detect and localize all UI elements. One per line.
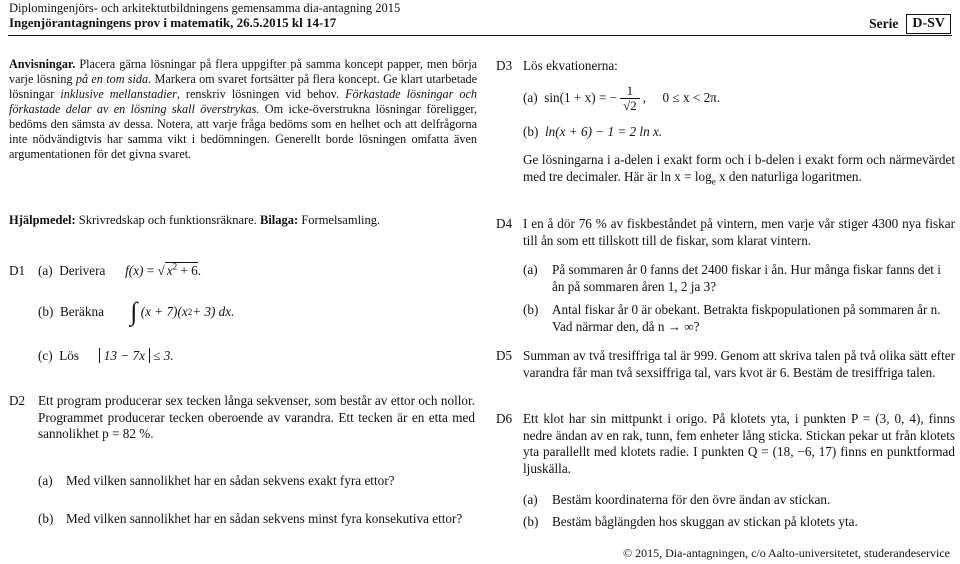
problem-d1-label: D1 <box>9 263 26 278</box>
instructions <box>9 57 477 162</box>
d1-a-sqrt-exp: 2 <box>172 261 178 272</box>
d1-a-radical-sign: √ <box>157 263 165 278</box>
serie-indicator <box>869 14 951 34</box>
instructions-heading: Anvisningar. <box>9 57 76 71</box>
d1-a-sqrt-rest: + 6 <box>177 263 198 278</box>
d3-a-fraction <box>620 84 640 113</box>
d3-note-text: Ge lösningarna i a-delen i exakt form och i b-delen i exakt form och närmevärdet med tre decimaler. Här är ln x = log <box>523 152 955 184</box>
problem-d1-b: (b) Beräkna ∫ (x + 7)(x 2 + 3) dx. <box>38 297 235 326</box>
problem-d6-label: D6 <box>496 411 513 426</box>
d1-a-sqrt-base: x <box>166 263 173 278</box>
attachment-text: Formelsamling. <box>298 213 381 227</box>
d4-b-text: Antal fiskar år 0 är obekant. Betrakta fiskpopulationen på sommaren år n. Vad närmar den, då n → ∞? <box>552 302 941 334</box>
problem-d3-label: D3 <box>496 58 513 73</box>
d4-a-label: (a) <box>523 262 538 277</box>
problem-d5-label: D5 <box>496 348 513 363</box>
d1-a-function: f(x) <box>125 263 144 278</box>
problem-d2-label: D2 <box>9 393 26 408</box>
d3-a-label: (a) <box>523 90 538 106</box>
problem-d2-text: Ett program producerar sex tecken långa sekvenser, som består av ettor och nollor. Programmet producerar tecken oberoende av varandra. Ett tecken är en etta med sannolikhet p = 82 %. <box>38 393 475 442</box>
problem-d3-a <box>523 84 720 113</box>
instructions-text-1: Placera gärna lösningar på flera uppgifter på samma koncept papper, men börja varje lösning <box>9 57 477 86</box>
problem-d4-label: D4 <box>496 216 513 231</box>
d2-a-text: Med vilken sannolikhet har en sådan sekvens exakt fyra ettor? <box>66 473 395 488</box>
d1-a-equals: = <box>143 263 158 278</box>
serie-value: D-SV <box>906 14 951 34</box>
header-line-2: Ingenjörantagningens prov i matematik, 26.5.2015 kl 14-17 <box>9 15 337 30</box>
d1-a-end: . <box>197 263 202 278</box>
tools-label: Hjälpmedel: <box>9 213 76 227</box>
d1-a-text: Derivera <box>59 263 106 278</box>
d1-c-label: (c) <box>38 348 53 363</box>
problem-d3-b <box>523 124 662 141</box>
instructions-text-4: Om icke-överstrukna lösningar föreligger, bedöms den sämsta av dessa. Notera, att varje fråga bedöms som en helhet och att delfrågorna inte nödvändigtvis har samma vikt i bedömningen. Generellt borde lösningen omfatta även argumentationen för det givna svaret. <box>9 102 478 161</box>
instructions-text-2: . Markera om svaret fortsätter på flera koncept. Ge klart utarbetade lösningar <box>9 72 478 101</box>
d6-a-text: Bestäm koordinaterna för den övre ändan av stickan. <box>552 492 831 507</box>
d2-b-label: (b) <box>38 511 54 526</box>
d4-a-text: På sommaren år 0 fanns det 2400 fiskar i ån. Hur många fiskar fanns det i ån på sommaren åren 1, 2 ja 3? <box>552 262 941 294</box>
d4-b-label: (b) <box>523 302 539 317</box>
copyright-footer: © 2015, Dia-antagningen, c/o Aalto-universitetet, studerandeservice <box>622 546 950 560</box>
header-rule <box>8 35 952 36</box>
serie-label: Serie <box>869 16 899 31</box>
d3-note <box>523 152 955 190</box>
d6-b-text: Bestäm båglängden hos skuggan av stickan på klotets yta. <box>552 514 858 529</box>
tools-line <box>9 213 380 228</box>
header-line-1: Diplomingenjörs- och arkitektutbildningens gemensamma dia-antagning 2015 <box>9 1 401 15</box>
d2-a-label: (a) <box>38 473 53 488</box>
d1-c-abs-expr: 13 − 7x <box>99 348 150 363</box>
d6-a-label: (a) <box>523 492 538 507</box>
d1-b-expr-2: + 3) dx. <box>192 303 235 319</box>
instructions-text-3: , renskriv lösningen vid behov. <box>176 87 346 101</box>
attachment-label: Bilaga: <box>260 213 299 227</box>
d3-b-label: (b) <box>523 124 539 139</box>
problem-d5-text: Summan av två tresiffriga tal är 999. Genom att skriva talen på två olika sätt efter varandra får man två sexsiffriga tal, vars kvot är 6. Bestäm de tresiffriga talen. <box>523 348 955 380</box>
d3-a-denominator: √2 <box>620 98 640 113</box>
d1-b-expr-1: (x + 7)(x <box>140 303 188 319</box>
tools-text: Skrivredskap och funktionsräknare. <box>75 213 260 227</box>
d1-b-integral-sign: ∫ <box>130 297 138 326</box>
d3-a-lhs: sin(1 + x) = − <box>544 90 618 106</box>
d3-b-text: ln(x + 6) − 1 = 2 ln x. <box>544 124 663 139</box>
instructions-italic-1: på en tom sida <box>75 72 149 86</box>
d2-b-text: Med vilken sannolikhet har en sådan sekvens minst fyra konsekutiva ettor? <box>66 511 463 526</box>
d1-c-text: Lös <box>59 348 80 363</box>
d6-b-label: (b) <box>523 514 539 529</box>
problem-d1-c <box>38 348 174 365</box>
d1-a-label: (a) <box>38 263 53 278</box>
instructions-italic-3: Förkastade lösningar och förkastade delar av en lösning skall överstrykas. <box>9 87 478 116</box>
instructions-italic-2: inklusive mellanstadier <box>60 87 177 101</box>
d3-note-end: x den naturliga logaritmen. <box>715 168 862 184</box>
d3-note-sub: e <box>711 176 716 187</box>
problem-d6-text: Ett klot har sin mittpunkt i origo. På klotets yta, i punkten P = (3, 0, 4), finns nedre ändan av en rak, tunn, fem enheter lång sticka. Stickan pekar ut från klotets yta parallellt med klotets radie. I punkten Q = (18, −6, 17) finns en punktformad ljuskälla. <box>523 411 955 476</box>
d1-b-label: (b) <box>38 303 54 319</box>
problem-d4-text: I en å dör 76 % av fiskbeståndet på vintern, men varje vår stiger 4300 nya fiskar till ån som ett tillskott till de fiskar, som klarat vintern. <box>523 216 955 248</box>
problem-d1-a <box>38 263 201 280</box>
d1-c-relation: ≤ 3. <box>153 348 174 363</box>
d3-a-numerator: 1 <box>626 83 634 98</box>
d3-a-condition: , 0 ≤ x < 2π. <box>642 90 721 106</box>
d1-b-text: Beräkna <box>59 303 104 319</box>
problem-d3-text: Lös ekvationerna: <box>523 58 618 73</box>
